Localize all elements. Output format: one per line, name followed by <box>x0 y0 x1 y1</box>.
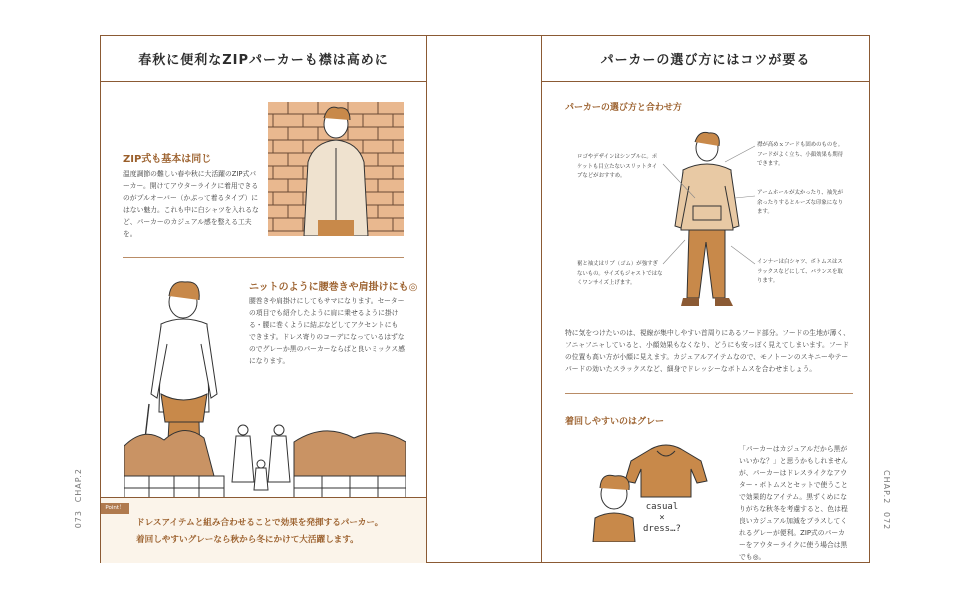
right-chapter-label: CHAP.2 <box>882 470 891 505</box>
right-section1-body: 特に気をつけたいのは、視線が集中しやすい首周りにあるフード部分。フードの生地が薄く、フニャフニャしていると、小顔効果もなくなり、どうにも安っぽく見えてしまいます。フードの位置も高い方が小顔に見えます。カジュアルアイテムなので、モノトーンのスキニーやテーパードの効いたスラックスなど、細身でドレッシーなボトムスを合わせましょう。 <box>565 329 850 373</box>
handwriting-times: × <box>659 513 665 523</box>
handwriting-casual: casual <box>645 502 679 512</box>
right-page <box>426 35 870 563</box>
point-text-line2: 着回しやすいグレーなら秋から冬にかけて大活躍します。 <box>136 535 359 545</box>
note-bottom-right: インナーは白シャツ、ボトムスはスラックスなどにして、バランスを取ります。 <box>757 259 843 284</box>
right-section1-heading: パーカーの選び方と合わせ方 <box>565 103 682 113</box>
left-page <box>100 35 427 563</box>
hedge-scene-illustration <box>124 386 406 502</box>
right-section2-heading: 着回しやすいのはグレー <box>565 417 665 427</box>
right-section2-body: 「パーカーはカジュアルだから黒がいいかな？」と思うかもしれませんが、パーカーはドレスライクなアウター・ボトムスとセットで使うことで効果的なアイテム。黒ずくめになりがちな秋冬を考慮すると、色は程良いカジュアル加減をプラスしてくれるグレーが便利。ZIP式のパーカーをアウターライクに使う場合は黒でも◎。 <box>739 445 848 561</box>
point-box <box>101 497 426 563</box>
left-chapter-label: CHAP.2 <box>74 468 83 503</box>
note-top-right: 襟が高めｘフードも固めのものを。フードがよく立ち、小顔効果も期待できます。 <box>757 142 844 167</box>
zip-hoodie-illustration <box>268 102 404 236</box>
right-page-title: パーカーの選び方にはコツが要る <box>542 36 869 82</box>
left-section1-body: 温度調節の難しい春や秋に大活躍のZIP式パーカー。開けてアウターライクに着用できるのがプルオーバー（かぶって着るタイプ）にはない魅力。これも中に白シャツを入れるなど、パーカーのカジュアル感を整える工夫を。 <box>123 170 259 238</box>
note-mid-right: アームホールが太かったり、袖先が余ったりするとルーズな印象になります。 <box>757 190 843 215</box>
callout-lines <box>655 136 765 296</box>
left-page-number-tab <box>74 468 83 529</box>
gutter-blank <box>427 36 542 562</box>
right-page-number-tab <box>882 470 891 531</box>
left-page-title: 春秋に便利なZIPパーカーも襟は高めに <box>101 36 426 82</box>
right-divider <box>565 393 853 394</box>
point-text-line1: ドレスアイテムと組み合わせることで効果を発揮するパーカー。 <box>136 518 384 528</box>
note-bottom-left: 裾と袖丈はリブ（ゴム）が強すぎないもの。サイズもジャストではなくワンサイズ上げます。 <box>577 261 663 286</box>
left-divider <box>123 257 404 258</box>
handwriting-note <box>643 502 681 535</box>
left-section2-heading: ニットのように腰巻きや肩掛けにも◎ <box>249 282 418 293</box>
left-page-number: 073 <box>74 510 83 529</box>
left-section2-body: 腰巻きや肩掛けにしてもサマになります。セーターの項目でも紹介したように肩に乗せるように掛ける・腰に巻くように結ぶなどしてアクセントにもできます。ドレス寄りのコーデになっているはずなのでグレーか黒のパーカーならばと良いミックス感になります。 <box>249 297 405 365</box>
thinking-man-illustration <box>589 470 639 542</box>
note-top-left: ロゴやデザインはシンプルに。ポケットも目立たないスリットタイプなどがおすすめ。 <box>577 154 658 179</box>
point-label: Point！ <box>101 503 129 514</box>
left-section1-heading: ZIP式も基本は同じ <box>123 154 212 165</box>
right-page-number: 072 <box>882 512 891 531</box>
handwriting-dress: dress…? <box>643 524 681 534</box>
